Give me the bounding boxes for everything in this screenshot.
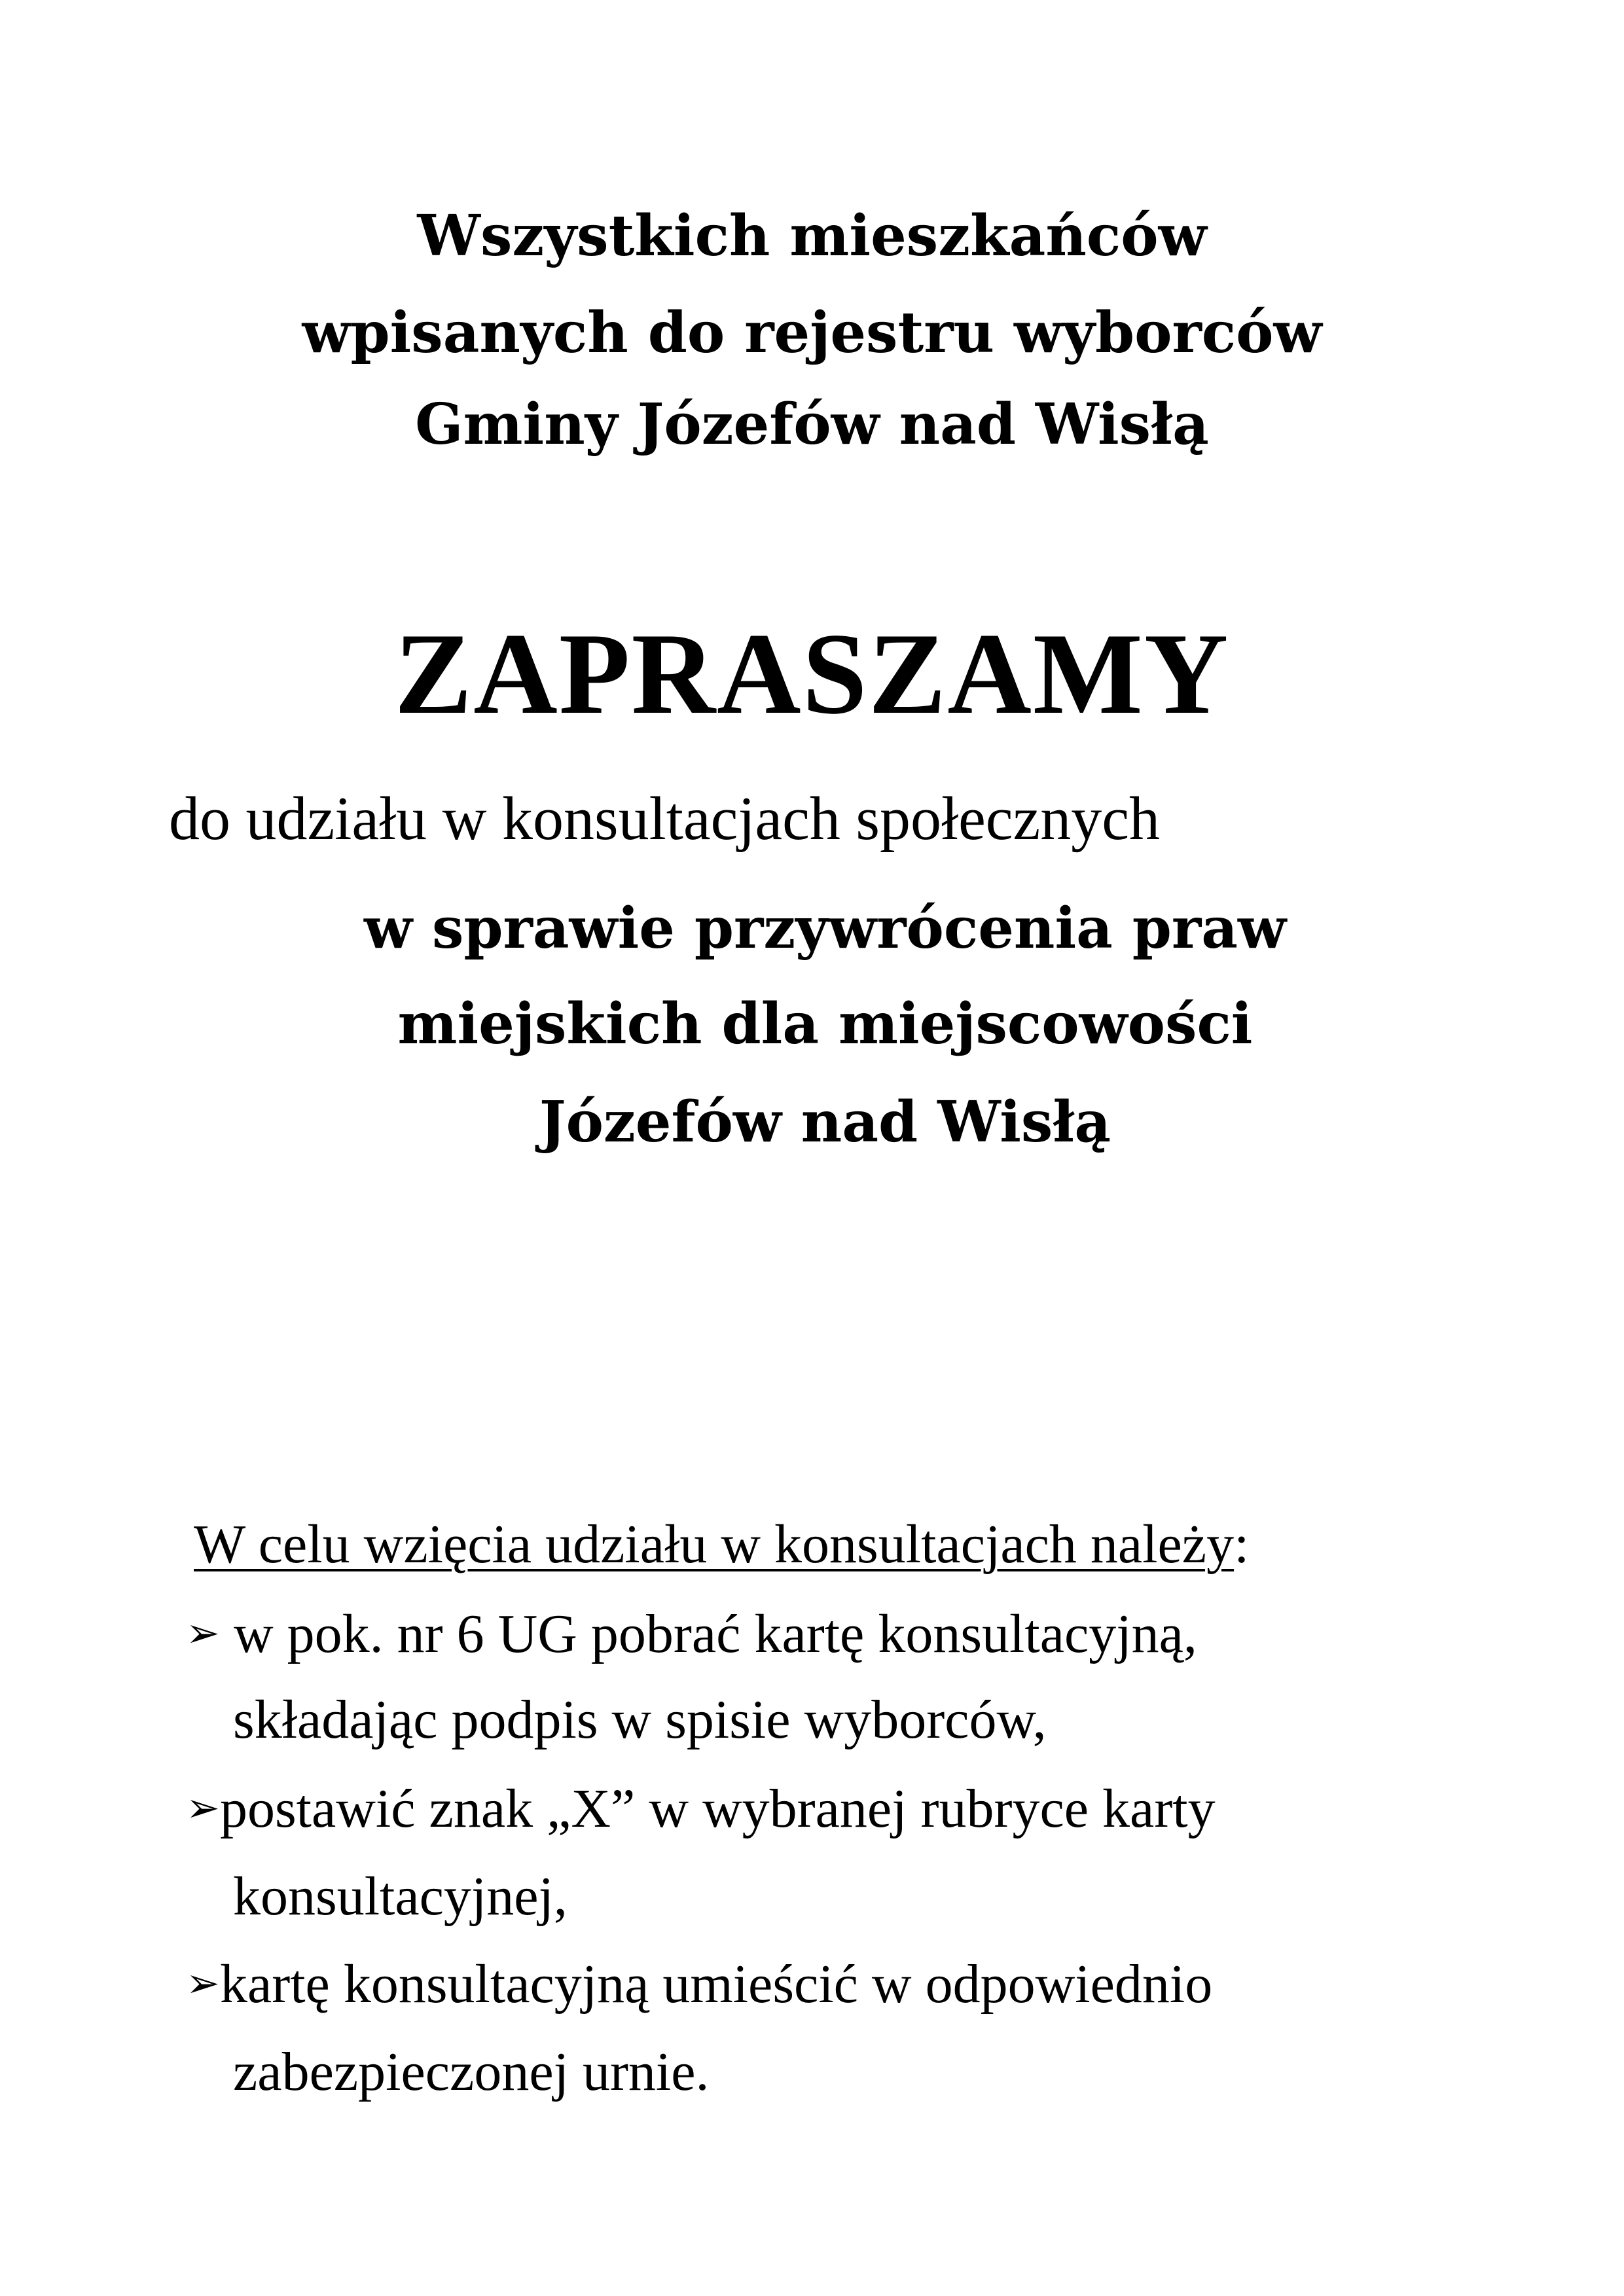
instructions-heading-text: W celu wzięcia udziału w konsultacjach należy xyxy=(194,1514,1235,1575)
header-line-3: Gminy Józefów nad Wisłą xyxy=(415,391,1209,457)
list-item xyxy=(186,1778,1216,1839)
list-item-continuation: konsultacyjnej, xyxy=(233,1866,568,1927)
subtitle-line-4: Józefów nad Wisłą xyxy=(539,1089,1111,1155)
header-line-1: Wszystkich mieszkańców xyxy=(417,203,1207,269)
list-item xyxy=(186,1604,1197,1664)
instructions-heading-colon: : xyxy=(1234,1514,1250,1575)
list-item-continuation: zabezpieczonej urnie. xyxy=(233,2041,710,2102)
page-title: ZAPRASZAMY xyxy=(394,609,1230,738)
arrowhead-bullet-icon: ➢ xyxy=(186,1609,220,1657)
list-item-text: kartę konsultacyjną umieścić w odpowiednio xyxy=(219,1954,1213,2015)
subtitle-line-2: w sprawie przywrócenia praw xyxy=(363,895,1286,961)
arrowhead-bullet-icon: ➢ xyxy=(186,1784,220,1831)
subtitle-line-3: miejskich dla miejscowości xyxy=(397,991,1253,1057)
header-line-2: wpisanych do rejestru wyborców xyxy=(302,300,1322,366)
list-item xyxy=(186,1954,1213,2015)
subtitle-line-1: do udziału w konsultacjach społecznych xyxy=(169,785,1160,853)
instructions-heading xyxy=(194,1514,1250,1575)
list-item-continuation: składając podpis w spisie wyborców, xyxy=(233,1689,1047,1750)
arrowhead-bullet-icon: ➢ xyxy=(186,1959,220,2007)
list-item-text: postawić znak „X” w wybranej rubryce karty xyxy=(219,1778,1216,1839)
list-item-text: w pok. nr 6 UG pobrać kartę konsultacyjną, xyxy=(219,1604,1197,1664)
